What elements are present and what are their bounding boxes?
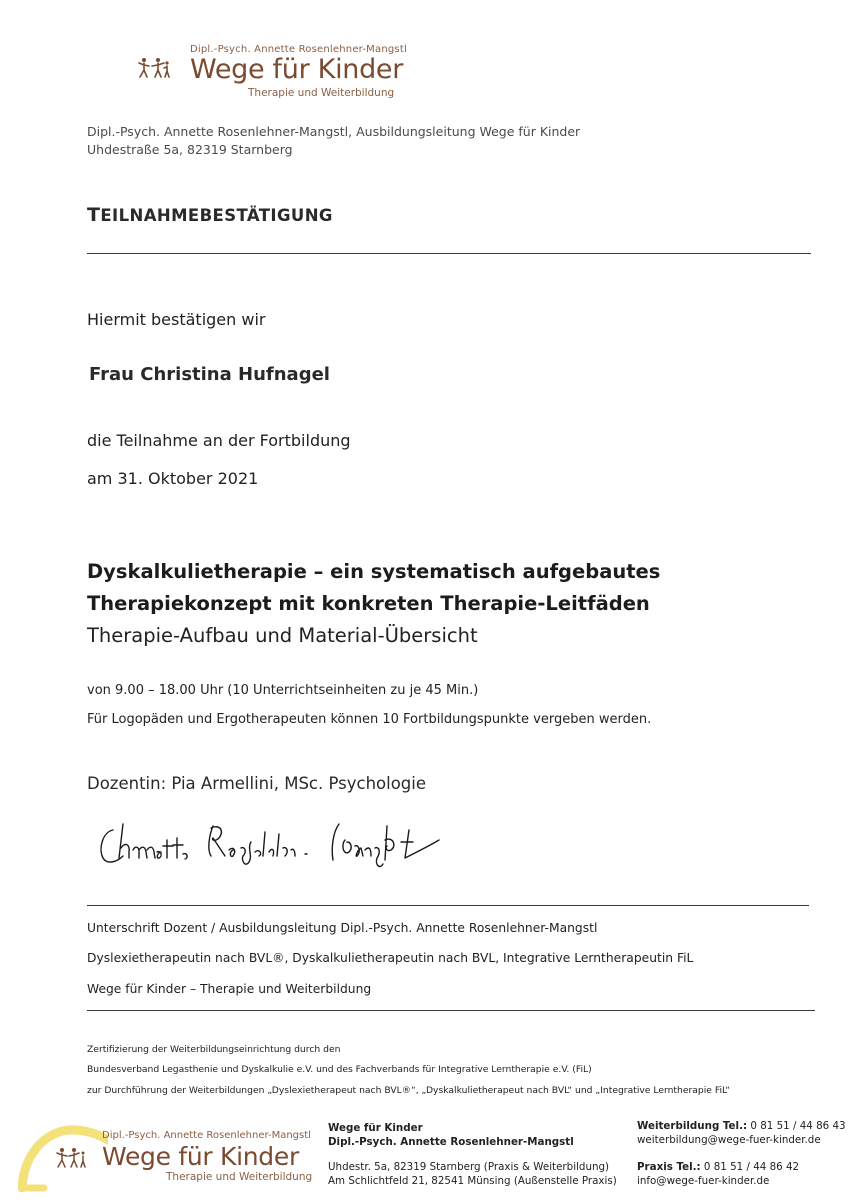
course-time: von 9.00 – 18.00 Uhr (10 Unterrichtseinheiten zu je 45 Min.) — [87, 683, 479, 698]
footer-logo-subtitle: Therapie und Weiterbildung — [166, 1171, 313, 1183]
footer-address-2: Am Schlichtfeld 21, 82541 Münsing (Außenstelle Praxis) — [328, 1175, 617, 1187]
practice-phone-label: Praxis Tel.: — [637, 1161, 701, 1173]
signature-divider — [87, 905, 809, 906]
certification-line2: Bundesverband Legasthenie und Dyskalkulie e.V. und des Fachverbands für Integrative Lerntherapie e.V. (FiL) — [87, 1064, 592, 1075]
logo-subtitle: Therapie und Weiterbildung — [248, 87, 395, 99]
handwritten-signature — [95, 812, 455, 872]
training-phone-number: 0 81 51 / 44 86 43 — [747, 1120, 846, 1132]
children-figures-icon — [57, 1148, 85, 1167]
yellow-arc-icon — [18, 1122, 108, 1192]
logo-pretitle: Dipl.-Psych. Annette Rosenlehner-Mangstl — [190, 44, 407, 55]
practice-phone-number: 0 81 51 / 44 86 42 — [700, 1161, 800, 1173]
footer-practice-email[interactable]: info@wege-fuer-kinder.de — [637, 1175, 770, 1187]
organization-line: Wege für Kinder – Therapie und Weiterbildung — [87, 982, 372, 996]
footer-org-person: Dipl.-Psych. Annette Rosenlehner-Mangstl — [328, 1136, 574, 1148]
children-figures-icon — [138, 57, 172, 79]
signature-caption: Unterschrift Dozent / Ausbildungsleitung Dipl.-Psych. Annette Rosenlehner-Mangstl — [87, 921, 598, 935]
footer-training-email[interactable]: weiterbildung@wege-fuer-kinder.de — [637, 1134, 821, 1146]
header-logo — [138, 44, 428, 106]
intro-text: Hiermit bestätigen wir — [87, 310, 266, 329]
document-title — [87, 204, 333, 226]
certification-line3: zur Durchführung der Weiterbildungen „Dyslexietherapeut nach BVL®“, „Dyskalkulietherapeut nach BVL“ und „Integrative Lerntherapie FiL“ — [87, 1085, 731, 1096]
footer-logo-wordmark: Wege für Kinder — [102, 1142, 299, 1171]
certification-line1: Zertifizierung der Weiterbildungseinrichtung durch den — [87, 1044, 341, 1055]
footer-address-1: Uhdestr. 5a, 82319 Starnberg (Praxis & Weiterbildung) — [328, 1161, 610, 1173]
participant-name: Frau Christina Hufnagel — [89, 364, 330, 385]
footer-training-phone — [637, 1120, 846, 1132]
footer-practice-phone — [637, 1161, 799, 1173]
training-points: Für Logopäden und Ergotherapeuten können 10 Fortbildungspunkte vergeben werden. — [87, 712, 652, 727]
course-title-line1: Dyskalkulietherapie – ein systematisch aufgebautes — [87, 560, 661, 583]
title-initial: T — [87, 204, 101, 226]
certification-divider — [87, 1010, 815, 1011]
sender-address: Uhdestraße 5a, 82319 Starnberg — [87, 142, 293, 157]
course-date: am 31. Oktober 2021 — [87, 469, 259, 488]
qualifications: Dyslexietherapeutin nach BVL®, Dyskalkulietherapeutin nach BVL, Integrative Lerntherapeutin FiL — [87, 951, 694, 965]
footer-logo-pretitle: Dipl.-Psych. Annette Rosenlehner-Mangstl — [102, 1130, 311, 1141]
title-divider — [87, 253, 811, 254]
logo-wordmark: Wege für Kinder — [190, 54, 404, 85]
course-subtitle: Therapie-Aufbau und Material-Übersicht — [87, 624, 478, 647]
lecturer: Dozentin: Pia Armellini, MSc. Psychologie — [87, 774, 427, 793]
footer-logo — [18, 1122, 318, 1194]
training-phone-label: Weiterbildung Tel.: — [637, 1120, 748, 1132]
title-rest: EILNAHMEBESTÄTIGUNG — [100, 206, 333, 225]
footer-org-name: Wege für Kinder — [328, 1122, 423, 1134]
course-title-line2: Therapiekonzept mit konkreten Therapie-Leitfäden — [87, 592, 650, 615]
participation-text: die Teilnahme an der Fortbildung — [87, 431, 351, 450]
sender-line: Dipl.-Psych. Annette Rosenlehner-Mangstl, Ausbildungsleitung Wege für Kinder — [87, 124, 581, 139]
